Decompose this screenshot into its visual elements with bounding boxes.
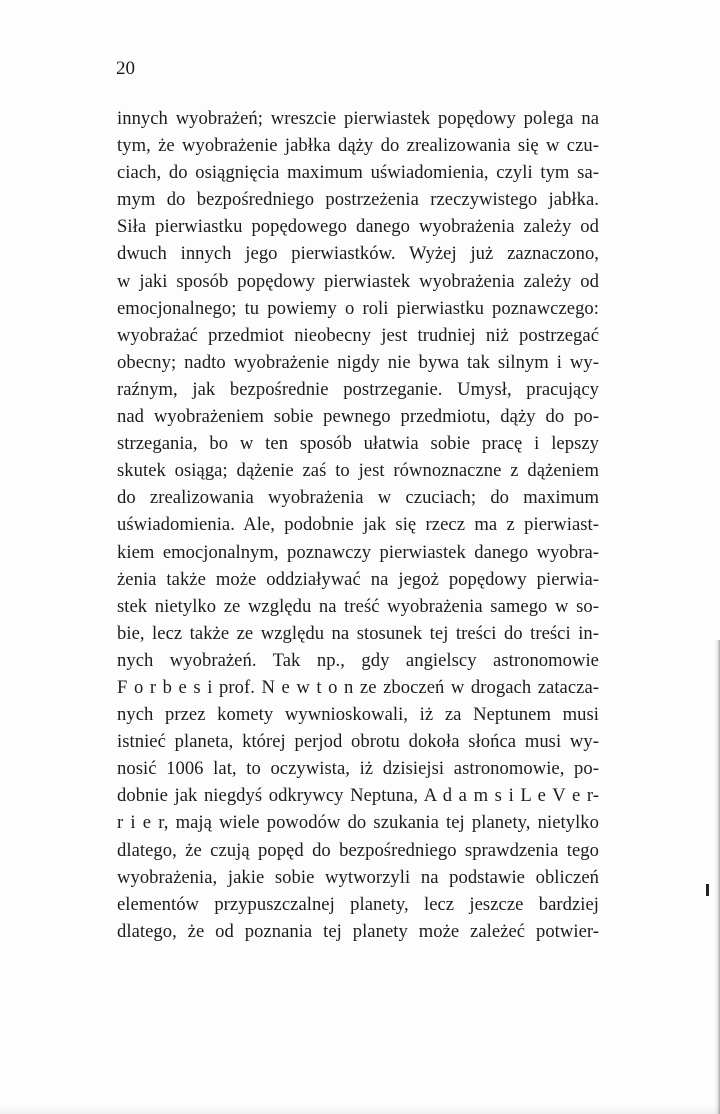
text-line: innych wyobrażeń; wreszcie pierwiastek popędowy polega na (117, 108, 599, 129)
text-line: do zrealizowania wyobrażenia w czuciach; do maximum (117, 487, 599, 509)
text-line: nad wyobrażeniem sobie pewnego przedmiotu, dąży do po- (117, 406, 599, 428)
text-line: Siła pierwiastku popędowego danego wyobrażenia zależy od (117, 216, 599, 238)
text-line: ciach, do osiągnięcia maximum uświadomienia, czyli tym sa- (117, 162, 599, 184)
body-text (117, 105, 599, 945)
text-line: F o r b e s i prof. N e w t o n ze zboczeń w drogach zatacza- (117, 676, 599, 698)
text-line: elementów przypuszczalnej planety, lecz jeszcze bardziej (117, 893, 599, 915)
text-line: emocjonalnego; tu powiemy o roli pierwiastku poznawczego: (117, 297, 599, 319)
text-line: strzegania, bo w ten sposób ułatwia sobie pracę i lepszy (117, 433, 599, 455)
text-line: istnieć planeta, której perjod obrotu dokoła słońca musi wy- (117, 731, 599, 753)
text-line: dwuch innych jego pierwiastków. Wyżej już zaznaczono, (117, 243, 599, 265)
text-line: dobnie jak niegdyś odkrywcy Neptuna, A d a m s i L e V e r- (117, 785, 599, 807)
text-line: mym do bezpośredniego postrzeżenia rzeczywistego jabłka. (117, 189, 599, 211)
text-line: żenia także może oddziaływać na jegoż popędowy pierwia- (117, 568, 599, 590)
text-line: r i e r, mają wiele powodów do szukania tej planety, nietylko (117, 812, 599, 834)
margin-mark (706, 884, 709, 896)
page-bottom-edge (0, 1106, 720, 1114)
text-line: wyobrażać przedmiot nieobecny jest trudniej niż postrzegać (117, 324, 599, 346)
page-number: 20 (116, 58, 135, 79)
text-line: wyobrażenia, jakie sobie wytworzyli na podstawie obliczeń (117, 866, 599, 888)
text-line: bie, lecz także ze względu na stosunek tej treści do treści in- (117, 622, 599, 644)
text-line: obecny; nadto wyobrażenie nigdy nie bywa tak silnym i wy- (117, 351, 599, 373)
text-line: stek nietylko ze względu na treść wyobrażenia samego w so- (117, 595, 599, 617)
text-line: kiem emocjonalnym, poznawczy pierwiastek danego wyobra- (117, 541, 599, 563)
text-line: raźnym, jak bezpośrednie postrzeganie. Umysł, pracujący (117, 378, 599, 400)
text-line: nosić 1006 lat, to oczywista, iż dzisiejsi astronomowie, po- (117, 758, 599, 780)
text-line: uświadomienia. Ale, podobnie jak się rzecz ma z pierwiast- (117, 514, 599, 536)
text-line: nych przez komety wywnioskowali, iż za Neptunem musi (117, 704, 599, 726)
text-line: dlatego, że czują popęd do bezpośredniego sprawdzenia tego (117, 839, 599, 861)
text-line: skutek osiąga; dążenie zaś to jest równoznaczne z dążeniem (117, 460, 599, 482)
text-line: tym, że wyobrażenie jabłka dąży do zrealizowania się w czu- (117, 135, 599, 157)
page-edge-shadow (714, 640, 720, 1114)
text-line: nych wyobrażeń. Tak np., gdy angielscy astronomowie (117, 649, 599, 671)
text-line: w jaki sposób popędowy pierwiastek wyobrażenia zależy od (117, 270, 599, 292)
text-line: dlatego, że od poznania tej planety może zależeć potwier- (117, 920, 599, 942)
